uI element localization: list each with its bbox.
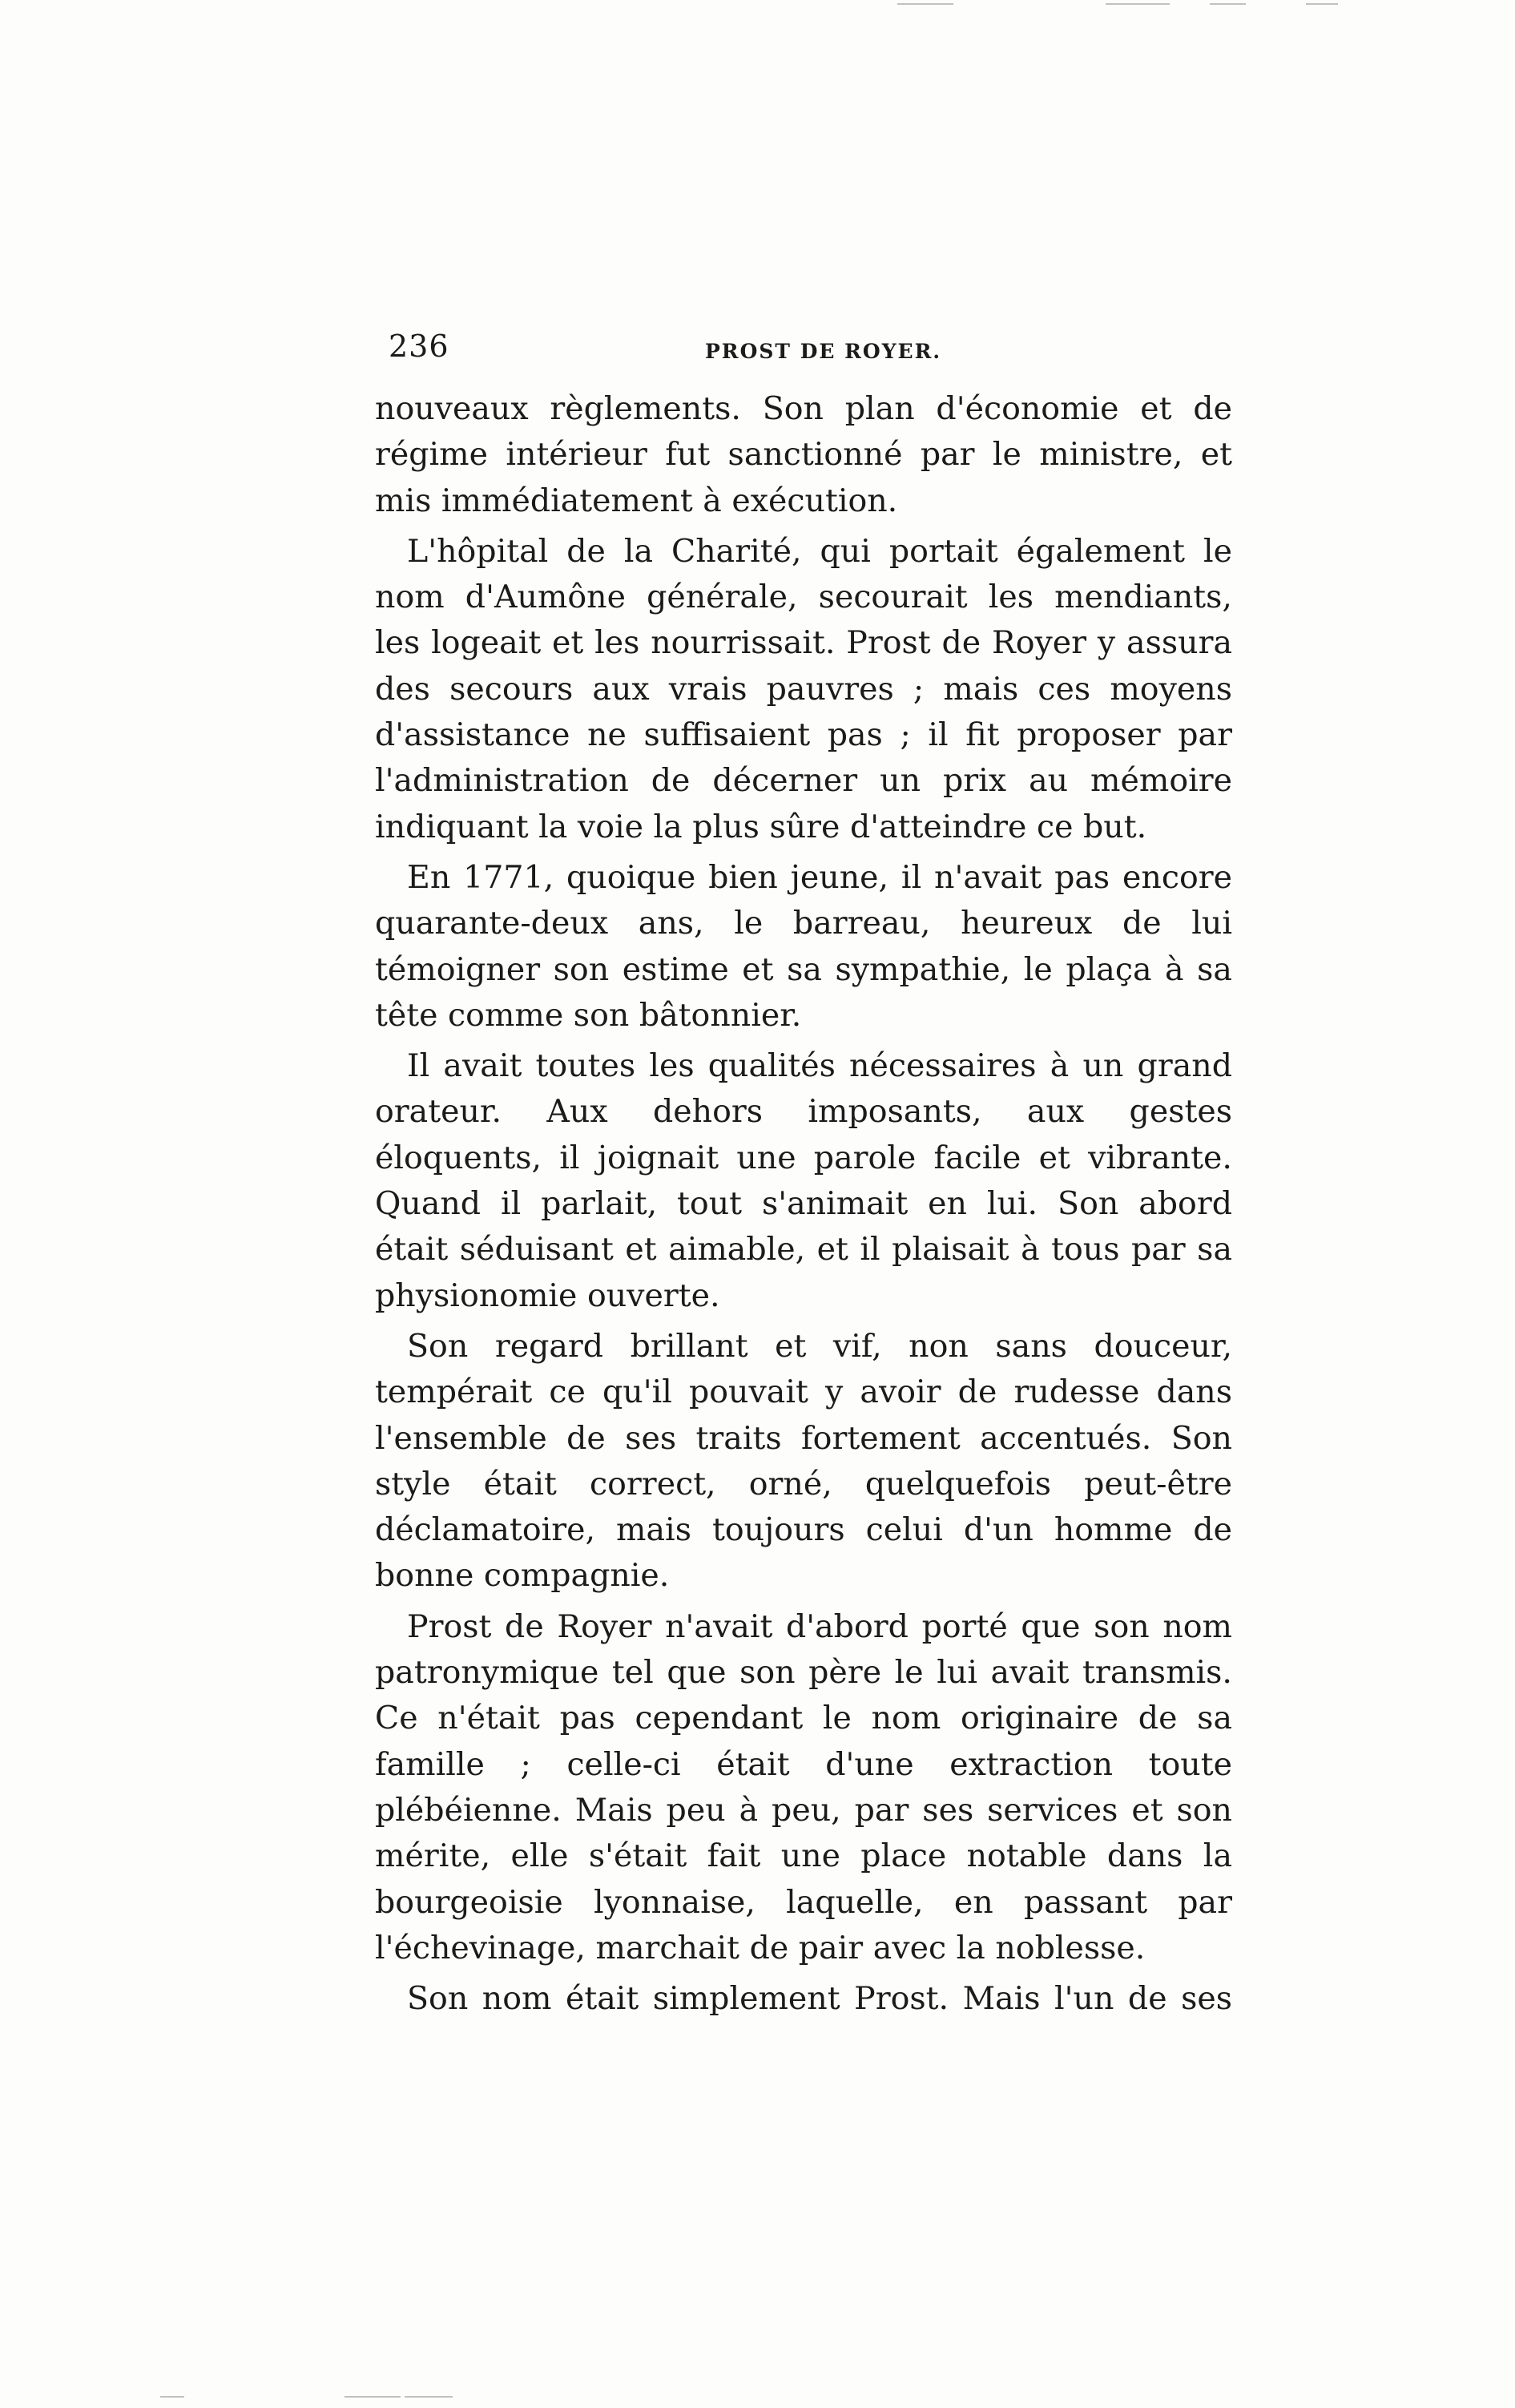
running-title: PROST DE ROYER. [705,340,942,363]
paragraph-3: En 1771, quoique bien jeune, il n'avait pas encore quarante-deux ans, le barreau, heureux de lui témoigner son estime et sa sympathie, le plaça à sa tête comme son bâtonnier. [375,858,1232,1034]
scan-artifact-bottom [345,2396,401,2398]
page-number: 236 [389,329,449,364]
paragraph-7: Son nom était simplement Prost. Mais l'un de ses [407,1980,1232,2018]
scan-artifact-top [1106,3,1170,5]
scan-artifact-top [1306,3,1338,5]
paragraph-5: Son regard brillant et vif, non sans douceur, tempérait ce qu'il pouvait y avoir de rudesse dans l'ensemble de ses traits fortement accentués. Son style était correct, orné, quelquefois peut-être déclamatoire, mais toujours celui d'un homme de bonne compagnie. [375,1327,1232,1595]
scan-artifact-bottom [405,2396,453,2398]
scan-artifact-top [1210,3,1246,5]
paragraph-2: L'hôpital de la Charité, qui portait également le nom d'Aumône générale, secourait les mendiants, les logeait et les nourrissait. Prost de Royer y assura des secours aux vrais pauvres ; mais ces moyens d'assistance ne suffisaient pas ; il fit proposer par l'administration de décerner un prix au mémoire indiquant la voie la plus sûre d'atteindre ce but. [375,532,1232,845]
paragraph-4: Il avait toutes les qualités nécessaires à un grand orateur. Aux dehors imposants, aux gestes éloquents, il joignait une parole facile et vibrante. Quand il parlait, tout s'animait en lui. Son abord était séduisant et aimable, et il plaisait à tous par sa physionomie ouverte. [375,1047,1232,1314]
scan-artifact-top [897,3,953,5]
paragraph-1: nouveaux règlements. Son plan d'économie et de régime intérieur fut sanctionné par le ministre, et mis immédiatement à exécution. [375,390,1232,519]
scan-artifact-bottom [160,2396,184,2398]
body-text [375,386,1232,2027]
running-head [389,329,1238,377]
paragraph-6: Prost de Royer n'avait d'abord porté que son nom patronymique tel que son père le lui avait transmis. Ce n'était pas cependant le nom originaire de sa famille ; celle-ci était d'une extraction toute plébéienne. Mais peu à peu, par ses services et son mérite, elle s'était fait une place notable dans la bourgeoisie lyonnaise, laquelle, en passant par l'échevinage, marchait de pair avec la noblesse. [375,1607,1232,1966]
